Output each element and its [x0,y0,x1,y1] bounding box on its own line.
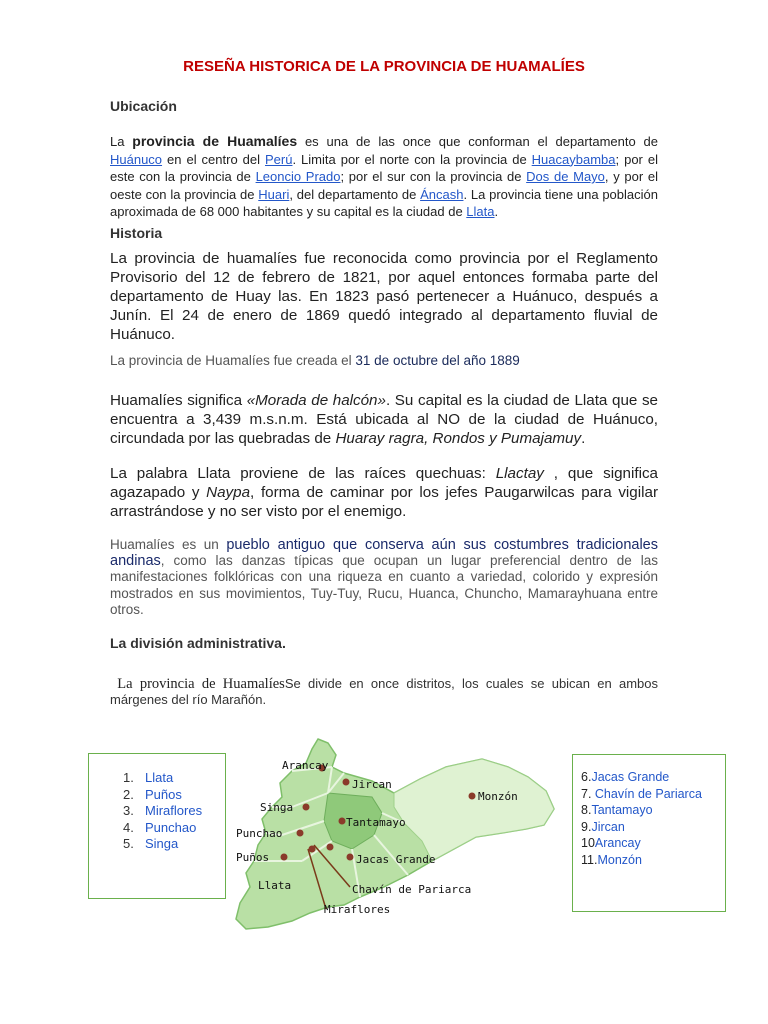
text-bold: provincia de Huamalíes [132,133,298,149]
significa-paragraph [110,391,658,448]
map-label-arancay: Arancay [282,759,329,772]
text-italic: Llactay [495,465,544,482]
map-dot-chavin [327,844,334,851]
district-name: Punchao [145,819,197,835]
map-dot-punchao [297,830,304,837]
district-name: Puños [145,786,182,802]
list-item [581,819,702,836]
map-dot-punos [281,854,288,861]
heading-historia: Historia [110,225,163,241]
province-map [232,737,562,933]
list-number: 10 [581,836,595,851]
list-number: 9. [581,819,592,834]
text: ; por el sur con la provincia de [340,169,527,185]
list-number: 3. [123,803,134,819]
map-dot-jacas [347,854,354,861]
list-number: 4. [123,819,134,835]
map-dot-tantamayo [339,818,346,825]
text: Huamalíes significa [110,392,247,409]
list [581,769,702,869]
heading-division: La división administrativa. [110,635,286,651]
map-label-punchao: Punchao [236,827,283,840]
list [123,770,202,853]
map-label-chavin: Chavín de Pariarca [352,883,472,896]
text-italic: «Morada de halcón» [246,392,386,409]
ubicacion-paragraph [110,133,658,221]
district-name: Miraflores [145,803,203,819]
text: , como las danzas típicas que ocupan un lugar preferencial dentro de las manifestaciones folklóricas con una riqueza en cuanto a variedad, colorido y expresión mostrados en sus movimientos, Tuy-Tuy, Rucu, Huanca, Chuncho, Mamarayhuana entre otros. [110,553,658,617]
text-italic: Naypa [206,484,251,501]
text: , que significa agazapado y [110,465,658,501]
link-peru[interactable]: Perú [265,151,293,167]
text: Huamalíes es un [110,537,227,552]
link-llata[interactable]: Llata [466,204,495,220]
list-item [581,802,702,819]
map-dot-singa [303,804,310,811]
list-item [123,787,202,804]
list-item [123,820,202,837]
district-name: Chavín de Pariarca [594,786,702,801]
map-label-jircan: Jircan [352,778,392,791]
district-list-right [572,754,726,912]
list-number: 11. [581,852,598,867]
list-number: 8. [581,803,592,818]
text: , forma de caminar por los jefes Paugarwilcas para vigilar arrastrándose y no ser visto por el enemigo. [110,484,659,520]
text: ; por el este con la provincia de [110,151,658,185]
link-leoncio-prado[interactable]: Leoncio Prado [255,169,341,185]
list-item [123,836,202,853]
map-label-miraflores: Miraflores [324,903,391,916]
text-highlight: pueblo antiguo que conserva aún sus costumbres tradicionales andinas [110,537,658,570]
text: La palabra Llata proviene de las raíces quechuas: [110,465,496,482]
text: Se divide en once distritos, los cuales se ubican en ambos márgenes del río Marañón. [110,676,659,707]
list-number: 7. [581,786,595,801]
link-huanuco[interactable]: Huánuco [110,151,163,167]
page-title: RESEÑA HISTORICA DE LA PROVINCIA DE HUAMALÍES [183,58,585,75]
text: . Limita por el norte con la provincia de [292,151,532,167]
heading-ubicacion: Ubicación [110,98,177,114]
district-name: Monzón [597,852,642,867]
list-number: 5. [123,836,134,852]
division-paragraph [110,676,658,708]
list-item [581,835,702,852]
district-name: Tantamayo [591,803,653,818]
district-name: Llata [145,770,174,785]
list-item [581,852,702,869]
text: , y por el oeste con la provincia de [110,169,658,202]
pueblo-paragraph [110,537,658,618]
list-item [581,769,702,786]
map-label-punos: Puños [236,851,270,864]
map-graphic [232,737,562,933]
list-number: 2. [123,786,134,802]
map-label-jacas: Jacas Grande [356,853,436,866]
district-name: Jacas Grande [591,770,670,784]
list-item [581,786,702,803]
map-label-monzon: Monzón [478,790,518,803]
link-ancash[interactable]: Áncash [420,186,464,202]
map-dot-jircan [343,779,350,786]
text: . [581,430,586,447]
text: La provincia de Huamalíes fue creada el [110,353,356,368]
creation-date: 31 de octubre del año 1889 [355,353,520,368]
text: es una de las once que conforman el departamento de [297,134,658,149]
map-dot-miraflores [309,846,316,853]
map-label-llata: Llata [258,879,292,892]
link-dos-de-mayo[interactable]: Dos de Mayo [526,169,605,185]
district-name: Arancay [594,836,641,851]
map-label-singa: Singa [260,801,294,814]
text: en el centro del [162,151,265,167]
llata-paragraph [110,464,658,521]
list-number: 6. [581,770,592,784]
link-huacaybamba[interactable]: Huacaybamba [531,151,616,167]
list-item [123,770,202,787]
district-name: Jircan [591,819,625,834]
district-name: Singa [145,836,179,852]
text-serif: La provincia de Huamalíes [117,676,285,692]
text: La [110,134,133,149]
text: , del departamento de [289,186,421,202]
text: . [494,204,499,220]
list-item [123,803,202,820]
text-italic: Huaray ragra, Rondos y Pumajamuy [335,430,582,447]
link-huari[interactable]: Huari [258,186,290,202]
list-number: 1. [123,770,134,785]
map-dot-monzon [469,793,476,800]
district-list-left [88,753,226,899]
creada-line [110,353,520,368]
text: . La provincia tiene una población aproximada de 68 000 habitantes y su capital es la ciudad de [110,186,658,220]
text: . Su capital es la ciudad de Llata que se encuentra a 3,439 m.s.n.m. Está ubicada al NO de la ciudad de Huánuco, circundada por las quebradas de [110,392,658,447]
historia-paragraph: La provincia de huamalíes fue reconocida como provincia por el Reglamento Provisorio del 12 de febrero de 1821, por aquel entonces formaba parte del departamento de Huay las. En 1823 pasó pertenecer a Huánuco, después a Junín. El 24 de enero de 1869 quedó integrado al departamento fluvial de Huánuco. [110,250,658,343]
map-label-tantamayo: Tantamayo [346,816,406,829]
